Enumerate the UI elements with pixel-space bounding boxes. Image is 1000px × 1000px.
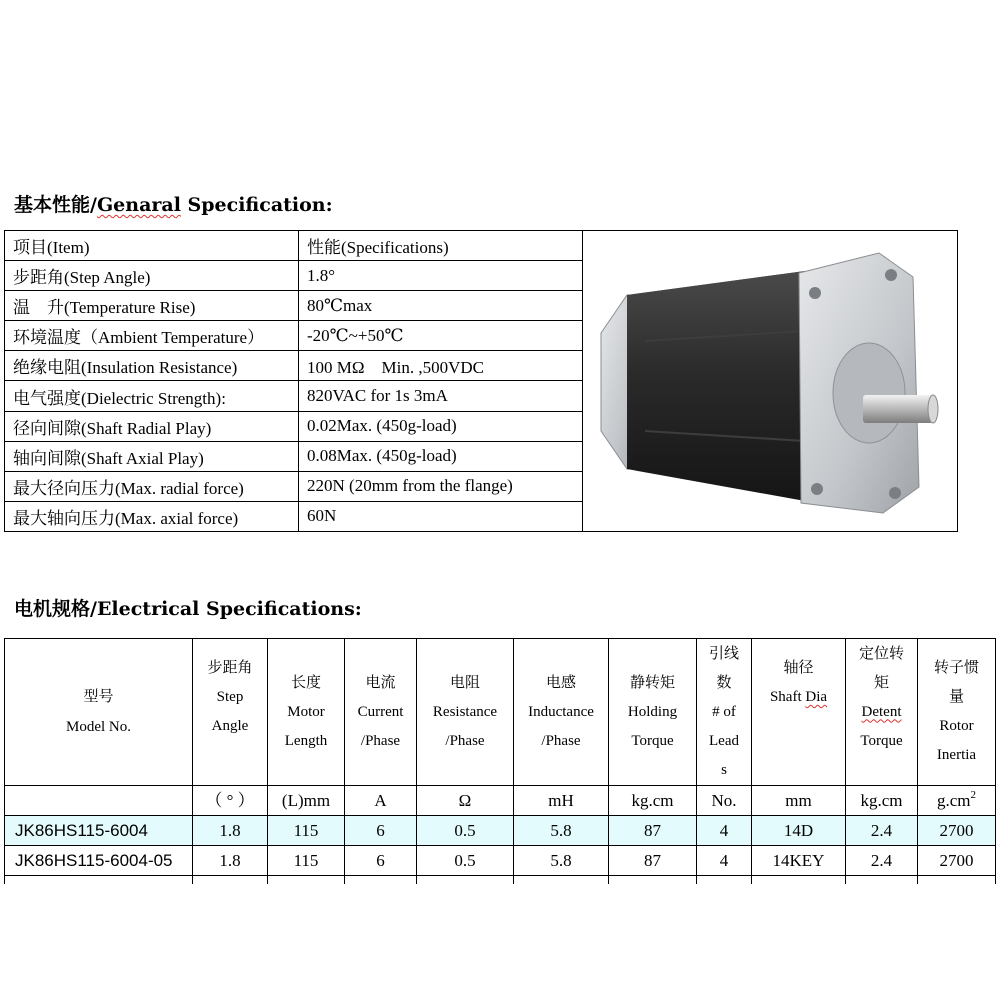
spec-item-cell: 步距角(Step Angle) (5, 261, 299, 291)
unit-cell: Ω (417, 786, 514, 816)
cell-length: 115 (268, 846, 345, 876)
units-model-blank (5, 786, 193, 816)
spec-item-cell: 绝缘电阻(Insulation Resistance) (5, 351, 299, 381)
flange-hole-bottom-left (811, 483, 823, 495)
spec-item-cell: 环境温度（Ambient Temperature） (5, 321, 299, 351)
motor-photo-cell (583, 231, 958, 532)
stepper-motor-image (583, 231, 957, 531)
motor-body (627, 271, 805, 501)
spec-item-cell: 径向间隙(Shaft Radial Play) (5, 411, 299, 441)
spec-value-cell: 0.08Max. (450g-load) (299, 441, 583, 471)
spec-value-cell: 性能(Specifications) (299, 231, 583, 261)
header-length: 长度 Motor Length (268, 639, 345, 786)
unit-cell: (L)mm (268, 786, 345, 816)
table-row (5, 231, 958, 261)
cell-detent-torque: 2.4 (846, 846, 918, 876)
unit-cell: No. (697, 786, 752, 816)
spec-item-cell: 轴向间隙(Shaft Axial Play) (5, 441, 299, 471)
spec-item-cell: 最大轴向压力(Max. axial force) (5, 501, 299, 531)
cell-rotor-inertia: 2700 (918, 846, 996, 876)
cell-rotor-inertia: 2700 (918, 816, 996, 846)
flange-boss (833, 343, 905, 443)
table-row (5, 846, 996, 876)
cell-detent-torque: 2.4 (846, 816, 918, 846)
cell-resistance: 0.5 (417, 816, 514, 846)
spec-value-cell: 820VAC for 1s 3mA (299, 381, 583, 411)
cell-model: JK86HS115-6004 (5, 816, 193, 846)
cell-leads: 4 (697, 816, 752, 846)
cell-length: 115 (268, 816, 345, 846)
electrical-spec-table (4, 638, 996, 884)
spec-item-cell: 项目(Item) (5, 231, 299, 261)
unit-cell: （ ° ） (193, 786, 268, 816)
cell-holding-torque: 87 (609, 816, 697, 846)
flange-hole-top-left (809, 287, 821, 299)
spec-value-cell: -20℃~+50℃ (299, 321, 583, 351)
unit-cell: kg.cm (846, 786, 918, 816)
header-resistance: 电阻 Resistance /Phase (417, 639, 514, 786)
header-current: 电流 Current /Phase (345, 639, 417, 786)
flange-hole-bottom-right (889, 487, 901, 499)
spec-value-cell: 0.02Max. (450g-load) (299, 411, 583, 441)
electrical-spec-heading: 电机规格/Electrical Specifications: (14, 598, 362, 620)
table-continuation-row (5, 876, 996, 885)
spec-value-cell: 100 MΩ Min. ,500VDC (299, 351, 583, 381)
cell-inductance: 5.8 (514, 846, 609, 876)
header-rotor-inertia: 转子惯 量 Rotor Inertia (918, 639, 996, 786)
unit-cell: mH (514, 786, 609, 816)
header-leads: 引线 数 # of Lead s (697, 639, 752, 786)
general-spec-heading: 基本性能/Genaral Specification: (14, 194, 333, 216)
unit-cell: A (345, 786, 417, 816)
cell-resistance: 0.5 (417, 846, 514, 876)
spec-item-cell: 电气强度(Dielectric Strength): (5, 381, 299, 411)
cell-step-angle: 1.8 (193, 816, 268, 846)
header-step-angle: 步距角 Step Angle (193, 639, 268, 786)
cell-shaft-dia: 14D (752, 816, 846, 846)
spec-value-cell: 1.8° (299, 261, 583, 291)
cell-step-angle: 1.8 (193, 846, 268, 876)
cell-shaft-dia: 14KEY (752, 846, 846, 876)
unit-cell: kg.cm (609, 786, 697, 816)
table-row (5, 816, 996, 846)
spec-value-cell: 220N (20mm from the flange) (299, 471, 583, 501)
units-row (5, 786, 996, 816)
cell-model: JK86HS115-6004-05 (5, 846, 193, 876)
header-holding-torque: 静转矩 Holding Torque (609, 639, 697, 786)
electrical-header-row (5, 639, 996, 786)
motor-shaft (863, 395, 933, 423)
unit-cell: $g.cm^2$ (918, 786, 996, 816)
cell-inductance: 5.8 (514, 816, 609, 846)
cell-current: 6 (345, 846, 417, 876)
header-shaft-dia: 轴径 Shaft Dia (752, 639, 846, 786)
header-detent-torque: 定位转 矩 Detent Torque (846, 639, 918, 786)
header-inductance: 电感 Inductance /Phase (514, 639, 609, 786)
heading-misspelled-word: Genaral (96, 194, 181, 216)
unit-cell: mm (752, 786, 846, 816)
cell-holding-torque: 87 (609, 846, 697, 876)
cell-current: 6 (345, 816, 417, 846)
spec-value-cell: 60N (299, 501, 583, 531)
spec-item-cell: 温 升(Temperature Rise) (5, 291, 299, 321)
flange-hole-top-right (885, 269, 897, 281)
header-model: 型号 Model No. (5, 639, 193, 786)
cell-leads: 4 (697, 846, 752, 876)
general-spec-table (4, 230, 958, 532)
general-spec-body (5, 231, 958, 532)
spec-item-cell: 最大径向压力(Max. radial force) (5, 471, 299, 501)
spec-value-cell: 80℃max (299, 291, 583, 321)
